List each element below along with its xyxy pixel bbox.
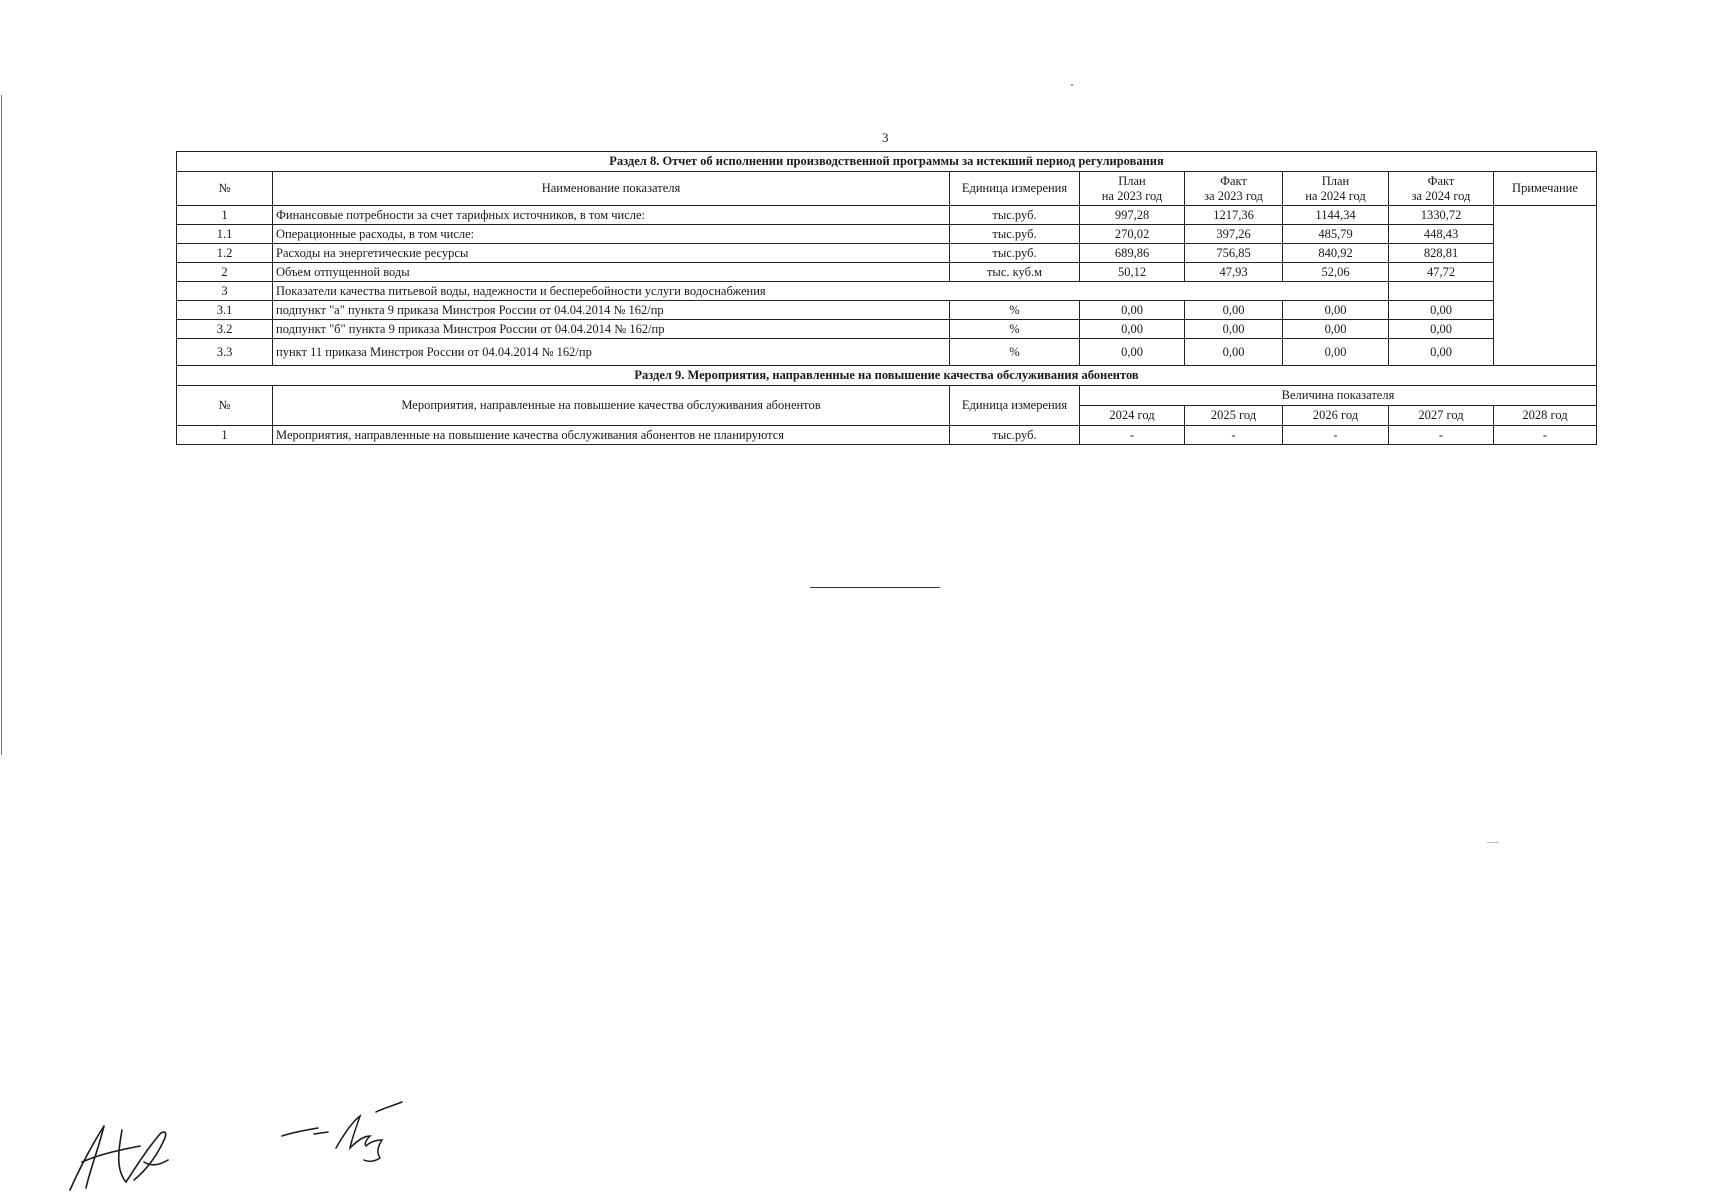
row-plan-2024: 52,06	[1283, 263, 1389, 282]
col-header-num: №	[177, 172, 273, 206]
row-plan-2024: 0,00	[1283, 339, 1389, 366]
row-fact-2023: 756,85	[1185, 244, 1283, 263]
row-plan-2024: 840,92	[1283, 244, 1389, 263]
row-num: 1	[177, 426, 273, 445]
row-fact-2023: 397,26	[1185, 225, 1283, 244]
row-num: 3.1	[177, 301, 273, 320]
row-name: Операционные расходы, в том числе:	[273, 225, 950, 244]
s9-year-header: 2026 год	[1283, 406, 1389, 426]
row-unit: %	[950, 320, 1080, 339]
row-plan-2023: 997,28	[1080, 206, 1185, 225]
row-plan-2023: 0,00	[1080, 339, 1185, 366]
s9-col-header-unit: Единица измерения	[950, 386, 1080, 426]
row-empty-cell	[1389, 282, 1494, 301]
section8-title-row	[177, 152, 1597, 172]
scan-speck	[1487, 842, 1499, 843]
row-plan-2024: 0,00	[1283, 320, 1389, 339]
col-header-name: Наименование показателя	[273, 172, 950, 206]
signature-1	[60, 1110, 185, 1195]
row-plan-2024: 0,00	[1283, 301, 1389, 320]
col-header-fact-2024-line1: Факт	[1427, 173, 1455, 188]
row-plan-2023: 0,00	[1080, 301, 1185, 320]
row-fact-2024: 0,00	[1389, 320, 1494, 339]
table-row	[177, 320, 1597, 339]
row-fact-2023: 1217,36	[1185, 206, 1283, 225]
row-fact-2024: 448,43	[1389, 225, 1494, 244]
s9-year-header: 2027 год	[1389, 406, 1494, 426]
table-row	[177, 206, 1597, 225]
col-header-plan-2024-line2: на 2024 год	[1305, 188, 1366, 203]
row-name: Расходы на энергетические ресурсы	[273, 244, 950, 263]
s9-col-header-num: №	[177, 386, 273, 426]
row-plan-2023: 0,00	[1080, 320, 1185, 339]
row-unit: тыс.руб.	[950, 225, 1080, 244]
row-unit: %	[950, 301, 1080, 320]
col-header-fact-2024	[1389, 172, 1494, 206]
row-value: -	[1494, 426, 1597, 445]
row-unit: тыс.руб.	[950, 426, 1080, 445]
table-row	[177, 426, 1597, 445]
scan-edge-line	[1, 95, 2, 755]
table-row	[177, 244, 1597, 263]
section8-header-row	[177, 172, 1597, 206]
col-header-plan-2024-line1: План	[1321, 173, 1350, 188]
row-value: -	[1389, 426, 1494, 445]
row-num: 3.3	[177, 339, 273, 366]
section9-title: Раздел 9. Мероприятия, направленные на повышение качества обслуживания абонентов	[177, 366, 1597, 386]
row-plan-2023: 50,12	[1080, 263, 1185, 282]
page-number: 3	[882, 130, 889, 145]
row-fact-2024: 0,00	[1389, 301, 1494, 320]
section9-title-row	[177, 366, 1597, 386]
row-fact-2024: 0,00	[1389, 339, 1494, 366]
row-value: -	[1185, 426, 1283, 445]
row-empty-cell	[1283, 282, 1389, 301]
row-fact-2023: 0,00	[1185, 320, 1283, 339]
col-header-plan-2024	[1283, 172, 1389, 206]
s9-year-header: 2024 год	[1080, 406, 1185, 426]
row-value: -	[1080, 426, 1185, 445]
row-unit: тыс.руб.	[950, 206, 1080, 225]
note-cell	[1494, 206, 1597, 366]
section8-title: Раздел 8. Отчет об исполнении производственной программы за истекший период регулирования	[177, 152, 1597, 172]
row-fact-2024: 47,72	[1389, 263, 1494, 282]
s9-col-header-value-group: Величина показателя	[1080, 386, 1597, 406]
row-num: 3.2	[177, 320, 273, 339]
row-unit: %	[950, 339, 1080, 366]
row-plan-2023: 689,86	[1080, 244, 1185, 263]
row-name: Мероприятия, направленные на повышение качества обслуживания абонентов не планируются	[273, 426, 950, 445]
col-header-plan-2023-line2: на 2023 год	[1101, 188, 1163, 203]
s9-year-header: 2028 год	[1494, 406, 1597, 426]
row-unit: тыс. куб.м	[950, 263, 1080, 282]
row-name: Объем отпущенной воды	[273, 263, 950, 282]
s9-col-header-name: Мероприятия, направленные на повышение качества обслуживания абонентов	[273, 386, 950, 426]
row-num: 3	[177, 282, 273, 301]
row-num: 1	[177, 206, 273, 225]
row-plan-2024: 1144,34	[1283, 206, 1389, 225]
col-header-fact-2023	[1185, 172, 1283, 206]
table-row-group	[177, 282, 1597, 301]
end-separator-line	[810, 587, 940, 588]
row-name: пункт 11 приказа Минстроя России от 04.04.2014 № 162/пр	[273, 339, 950, 366]
row-fact-2024: 828,81	[1389, 244, 1494, 263]
col-header-fact-2023-line2: за 2023 год	[1204, 188, 1263, 203]
row-plan-2023: 270,02	[1080, 225, 1185, 244]
table-row	[177, 339, 1597, 366]
row-num: 1.1	[177, 225, 273, 244]
signature-2	[280, 1098, 410, 1168]
row-num: 2	[177, 263, 273, 282]
report-table	[176, 151, 1597, 445]
scan-speck	[1071, 84, 1073, 86]
row-fact-2024: 1330,72	[1389, 206, 1494, 225]
col-header-fact-2023-line1: Факт	[1220, 173, 1247, 188]
table-row	[177, 301, 1597, 320]
row-name: Показатели качества питьевой воды, надежности и бесперебойности услуги водоснабжения	[273, 282, 1283, 301]
row-value: -	[1283, 426, 1389, 445]
col-header-plan-2023-line1: План	[1118, 173, 1146, 188]
row-plan-2024: 485,79	[1283, 225, 1389, 244]
row-name: Финансовые потребности за счет тарифных источников, в том числе:	[273, 206, 950, 225]
row-name: подпункт "а" пункта 9 приказа Минстроя России от 04.04.2014 № 162/пр	[273, 301, 950, 320]
row-fact-2023: 0,00	[1185, 301, 1283, 320]
row-fact-2023: 0,00	[1185, 339, 1283, 366]
col-header-fact-2024-line2: за 2024 год	[1411, 188, 1471, 203]
row-name: подпункт "б" пункта 9 приказа Минстроя России от 04.04.2014 № 162/пр	[273, 320, 950, 339]
section9-header-row	[177, 386, 1597, 406]
table-row	[177, 263, 1597, 282]
col-header-unit: Единица измерения	[950, 172, 1080, 206]
row-fact-2023: 47,93	[1185, 263, 1283, 282]
row-unit: тыс.руб.	[950, 244, 1080, 263]
s9-year-header: 2025 год	[1185, 406, 1283, 426]
table-row	[177, 225, 1597, 244]
col-header-note: Примечание	[1494, 172, 1597, 206]
row-num: 1.2	[177, 244, 273, 263]
col-header-plan-2023	[1080, 172, 1185, 206]
